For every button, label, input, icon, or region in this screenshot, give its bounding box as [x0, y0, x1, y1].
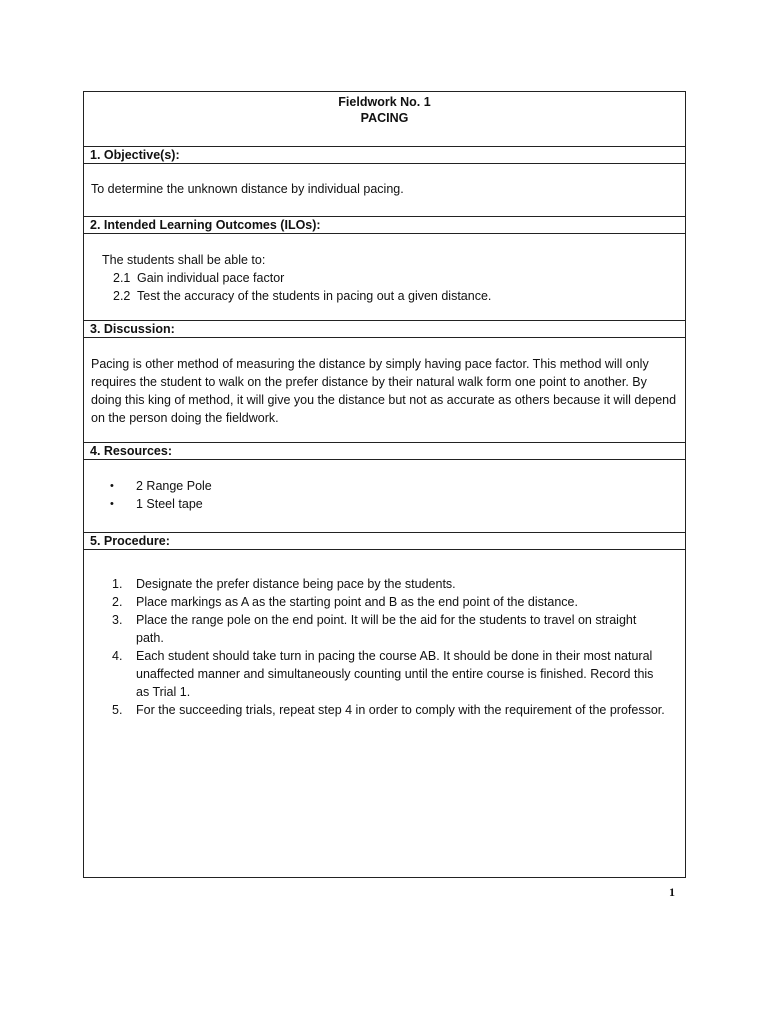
resources-section [84, 460, 685, 533]
ilos-heading: 2. Intended Learning Outcomes (ILOs): [84, 217, 685, 234]
document-title: Fieldwork No. 1 [338, 95, 431, 109]
fieldwork-sheet [83, 91, 686, 878]
step-number: 2. [112, 595, 123, 609]
objectives-heading: 1. Objective(s): [84, 147, 685, 164]
ilo-number: 2.2 [113, 289, 131, 303]
objectives-text: To determine the unknown distance by individual pacing. [91, 182, 404, 196]
procedure-step [112, 593, 665, 611]
ilo-text: Test the accuracy of the students in pacing out a given distance. [137, 289, 492, 303]
title-block [84, 92, 685, 147]
procedure-step [112, 575, 665, 593]
procedure-list [112, 575, 665, 719]
ilos-intro: The students shall be able to: [102, 253, 266, 267]
discussion-section [84, 338, 685, 443]
step-text: Each student should take turn in pacing the course AB. It should be done in their most natural unaffected manner and simultaneously counting until the entire course is finished. Record this as Trial 1. [136, 649, 654, 699]
ilo-item [113, 269, 685, 287]
procedure-heading: 5. Procedure: [84, 533, 685, 550]
bullet-icon: • [110, 498, 114, 510]
resources-list [110, 477, 685, 513]
step-text: Designate the prefer distance being pace by the students. [136, 577, 456, 591]
step-number: 4. [112, 649, 123, 663]
bullet-icon: • [110, 480, 114, 492]
step-text: Place markings as A as the starting point and B as the end point of the distance. [136, 595, 578, 609]
step-number: 5. [112, 703, 123, 717]
ilos-list [102, 269, 685, 305]
document-subtitle: PACING [360, 111, 409, 125]
resource-text: 1 Steel tape [136, 497, 203, 511]
resources-heading: 4. Resources: [84, 443, 685, 460]
resource-item [110, 477, 685, 495]
procedure-section [84, 550, 685, 879]
discussion-heading: 3. Discussion: [84, 321, 685, 338]
step-number: 3. [112, 613, 123, 627]
ilo-number: 2.1 [113, 271, 131, 285]
procedure-step [112, 611, 665, 647]
procedure-step [112, 647, 665, 701]
step-text: For the succeeding trials, repeat step 4 in order to comply with the requirement of the professor. [136, 703, 665, 717]
ilo-item [113, 287, 685, 305]
resource-text: 2 Range Pole [136, 479, 212, 493]
procedure-step [112, 701, 665, 719]
step-text: Place the range pole on the end point. It will be the aid for the students to travel on straight path. [136, 613, 637, 645]
ilos-section [84, 234, 685, 321]
step-number: 1. [112, 577, 123, 591]
discussion-text: Pacing is other method of measuring the distance by simply having pace factor. This method will only requires the student to walk on the prefer distance by their natural walk form one point to another. By doing this king of method, it will give you the distance but not as accurate as others because it will depend on the person doing the fieldwork. [91, 357, 677, 425]
page-number: 1 [669, 885, 675, 899]
resource-item [110, 495, 685, 513]
ilo-text: Gain individual pace factor [137, 271, 285, 285]
objectives-section [84, 164, 685, 217]
